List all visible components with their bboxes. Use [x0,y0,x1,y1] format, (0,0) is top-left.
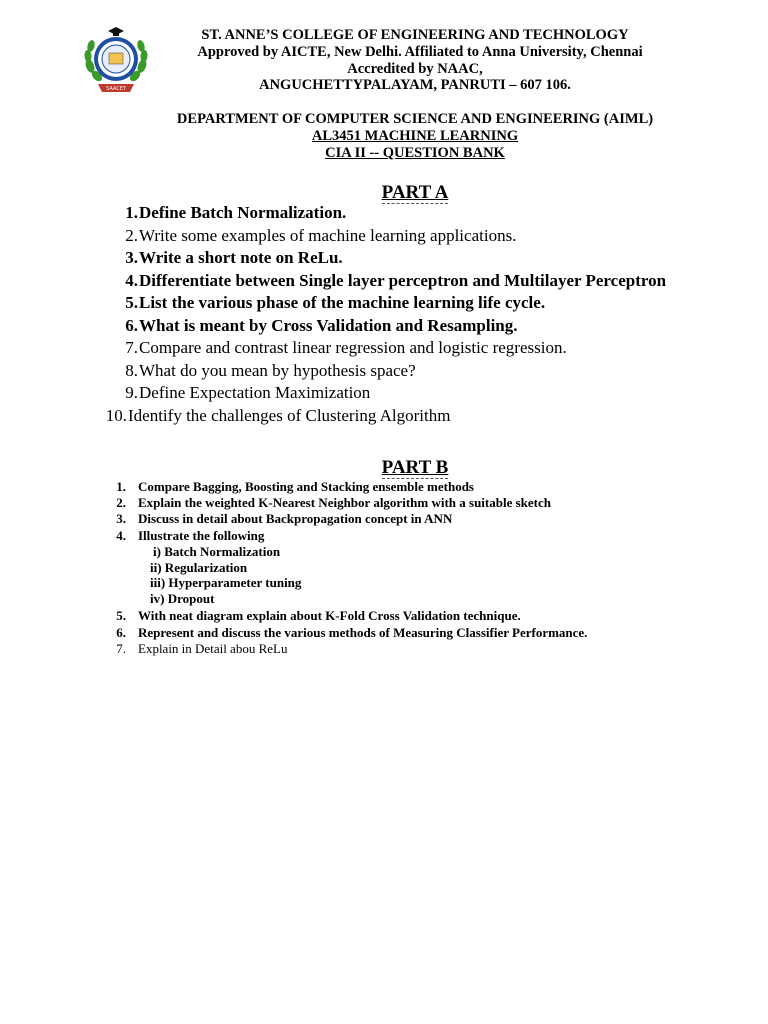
part-a-question: 10.Identify the challenges of Clustering Algorithm [105,406,451,425]
part-b-title: PART B [381,457,449,478]
address-line: ANGUCHETTYPALAYAM, PANRUTI – 607 106. [259,77,571,93]
part-a-question: 5.List the various phase of the machine learning life cycle. [125,293,546,312]
part-b-subitem: i) Batch Normalization [153,544,281,559]
part-b-question: 6. Represent and discuss the various methods of Measuring Classifier Performance. [116,625,588,640]
course-title: AL3451 MACHINE LEARNING [311,128,519,144]
part-b-subitem: iv) Dropout [150,591,215,606]
college-logo [80,26,152,94]
part-a-question: 2.Write some examples of machine learning applications. [125,226,517,245]
department-name: DEPARTMENT OF COMPUTER SCIENCE AND ENGINEERING (AIML) [176,111,654,127]
approval-line: Approved by AICTE, New Delhi. Affiliated to Anna University, Chennai [197,44,643,60]
part-a-question: 9.Define Expectation Maximization [125,383,371,402]
part-a-question: 7.Compare and contrast linear regression and logistic regression. [125,338,567,357]
logo-ribbon-text: SAACET [106,86,126,92]
part-a-question: 1.Define Batch Normalization. [125,203,347,222]
part-b-question: 3. Discuss in detail about Backpropagation concept in ANN [116,511,453,526]
part-b-subitem: iii) Hyperparameter tuning [150,575,302,590]
part-a-question: 4.Differentiate between Single layer perceptron and Multilayer Perceptron [125,271,667,290]
part-a-question: 6.What is meant by Cross Validation and Resampling. [125,316,518,335]
part-b-question: 1. Compare Bagging, Boosting and Stacking ensemble methods [116,479,474,494]
part-a-question: 3.Write a short note on ReLu. [125,248,343,267]
exam-title: CIA II -- QUESTION BANK [325,145,505,161]
part-b-question: 5. With neat diagram explain about K-Fold Cross Validation technique. [116,608,521,623]
part-b-question: 2. Explain the weighted K-Nearest Neighbor algorithm with a suitable sketch [116,495,551,510]
part-b-subitem: ii) Regularization [150,560,248,575]
part-b-question: 4. Illustrate the following [116,528,265,543]
part-b-question: 7. Explain in Detail abou ReLu [116,641,288,656]
part-a-title: PART A [381,182,449,203]
accreditation-line: Accredited by NAAC, [347,61,483,77]
college-name: ST. ANNE’S COLLEGE OF ENGINEERING AND TECHNOLOGY [201,27,629,43]
part-a-question: 8.What do you mean by hypothesis space? [125,361,416,380]
